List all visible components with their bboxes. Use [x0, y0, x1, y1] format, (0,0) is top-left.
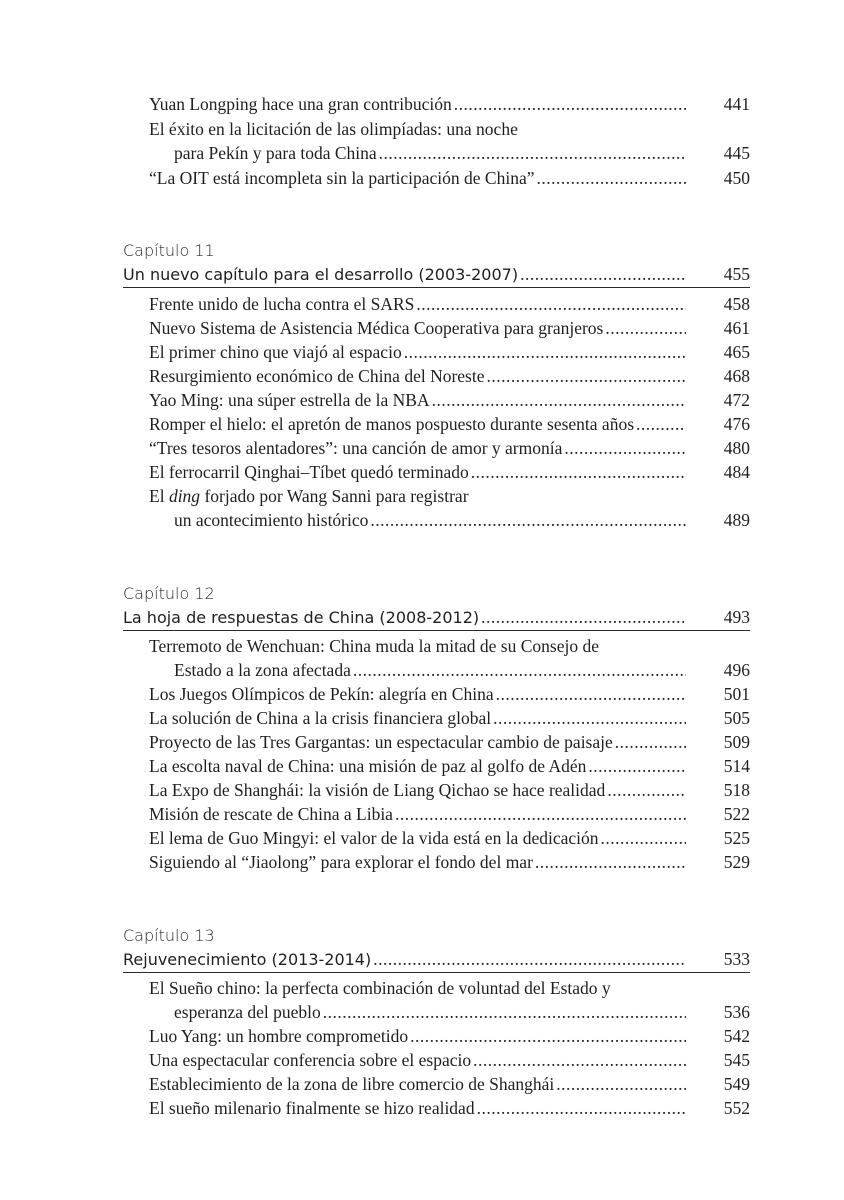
leader-dots: [471, 460, 686, 484]
entry-page-number: 476: [723, 414, 750, 434]
toc-entry: [149, 1096, 750, 1120]
leader-dots: [481, 605, 686, 629]
toc-entry: [149, 754, 750, 778]
entry-title: “La OIT está incompleta sin la participación de China”: [149, 168, 535, 188]
entry-title-line2: esperanza del pueblo: [174, 1002, 321, 1022]
entry-page-number: 480: [723, 438, 750, 458]
chapter-rule: [123, 287, 750, 288]
toc-entry: [149, 1024, 750, 1048]
entry-page-number: 472: [723, 390, 750, 410]
entry-title: El lema de Guo Mingyi: el valor de la vida está en la dedicación: [149, 828, 599, 848]
leader-dots: [454, 92, 686, 116]
chapter-page-number: 493: [723, 607, 750, 627]
entry-title-line2: para Pekín y para toda China: [174, 143, 377, 163]
toc-entry: [149, 412, 750, 436]
entry-page-number: 505: [723, 708, 750, 728]
chapter-label: Capítulo 13: [123, 926, 215, 945]
entry-title-line2: Estado a la zona afectada: [174, 660, 351, 680]
entry-page-number: 514: [723, 756, 750, 776]
chapter-rule: [123, 972, 750, 973]
leader-dots: [353, 658, 686, 682]
entry-page-number: 549: [723, 1074, 750, 1094]
entry-title: Luo Yang: un hombre comprometido: [149, 1026, 409, 1046]
leader-dots: [615, 730, 686, 754]
entry-page-number: 465: [723, 342, 750, 362]
entry-title-line2: un acontecimiento histórico: [174, 510, 369, 530]
chapter-page-number: 533: [723, 949, 750, 969]
toc-entry: [149, 682, 750, 706]
leader-dots: [605, 316, 686, 340]
leader-dots: [537, 166, 686, 190]
leader-dots: [432, 388, 686, 412]
entry-title-line1: Terremoto de Wenchuan: China muda la mitad de su Consejo de: [149, 636, 599, 656]
chapter-label: Capítulo 11: [123, 241, 215, 260]
toc-entry: [149, 778, 750, 802]
entry-page-number: 468: [723, 366, 750, 386]
entry-page-number: 489: [723, 510, 750, 530]
entry-page-number: 450: [723, 168, 750, 188]
leader-dots: [404, 340, 686, 364]
leader-dots: [370, 508, 686, 532]
toc-entry: [149, 316, 750, 340]
chapter-title-row: [123, 947, 750, 972]
entry-title: La escolta naval de China: una misión de paz al golfo de Adén: [149, 756, 587, 776]
toc-entry: [149, 340, 750, 364]
entry-title: El sueño milenario finalmente se hizo realidad: [149, 1098, 475, 1118]
entry-page-number: 529: [723, 852, 750, 872]
toc-entry: [149, 634, 750, 682]
toc-entry: [149, 364, 750, 388]
entry-title: Nuevo Sistema de Asistencia Médica Cooperativa para granjeros: [149, 318, 604, 338]
entry-page-number: 458: [723, 294, 750, 314]
toc-entry: [149, 166, 750, 190]
entry-title: Siguiendo al “Jiaolong” para explorar el fondo del mar: [149, 852, 533, 872]
entry-title: “Tres tesoros alentadores”: una canción de amor y armonía: [149, 438, 563, 458]
entry-title-part: forjado por Wang Sanni para registrar: [200, 486, 469, 506]
leader-dots: [588, 754, 686, 778]
entry-title: La solución de China a la crisis financiera global: [149, 708, 492, 728]
chapter-title-row: [123, 605, 750, 630]
entry-title: Frente unido de lucha contra el SARS: [149, 294, 415, 314]
leader-dots: [379, 141, 686, 165]
leader-dots: [373, 947, 686, 971]
leader-dots: [473, 1048, 686, 1072]
entry-title: Yuan Longping hace una gran contribución: [149, 94, 452, 114]
toc-entry: [149, 730, 750, 754]
entry-title: El primer chino que viajó al espacio: [149, 342, 402, 362]
entry-page-number: 501: [723, 684, 750, 704]
entry-title: Resurgimiento económico de China del Noreste: [149, 366, 485, 386]
leader-dots: [496, 682, 686, 706]
entry-title-line1: [149, 484, 750, 508]
toc-entry: [149, 1072, 750, 1096]
chapter-title: Rejuvenecimiento (2013-2014): [123, 950, 372, 969]
leader-dots: [556, 1072, 686, 1096]
entry-page-number: 552: [723, 1098, 750, 1118]
entry-title: Misión de rescate de China a Libia: [149, 804, 393, 824]
leader-dots: [607, 778, 686, 802]
toc-entry: [149, 826, 750, 850]
entry-title: La Expo de Shanghái: la visión de Liang Qichao se hace realidad: [149, 780, 606, 800]
entry-page-number: 536: [723, 1002, 750, 1022]
entry-page-number: 525: [723, 828, 750, 848]
entry-title: Una espectacular conferencia sobre el espacio: [149, 1050, 472, 1070]
toc-entry: [149, 1048, 750, 1072]
chapter-title-row: [123, 262, 750, 287]
entry-title: Los Juegos Olímpicos de Pekín: alegría en China: [149, 684, 494, 704]
entry-page-number: 461: [723, 318, 750, 338]
entry-title-line1: El Sueño chino: la perfecta combinación de voluntad del Estado y: [149, 978, 611, 998]
toc-entry: [149, 484, 750, 532]
toc-entry: [149, 436, 750, 460]
entry-title: Romper el hielo: el apretón de manos pospuesto durante sesenta años: [149, 414, 635, 434]
toc-entry: [149, 460, 750, 484]
toc-entry: [149, 802, 750, 826]
entry-page-number: 441: [723, 94, 750, 114]
leader-dots: [493, 706, 686, 730]
chapter-title: La hoja de respuestas de China (2008-2012): [123, 608, 480, 627]
entry-title-line1: El éxito en la licitación de las olimpíadas: una noche: [149, 119, 518, 139]
entry-page-number: 484: [723, 462, 750, 482]
toc-entry: [149, 850, 750, 874]
entry-page-number: 445: [723, 143, 750, 163]
leader-dots: [636, 412, 686, 436]
entry-page-number: 545: [723, 1050, 750, 1070]
chapter-page-number: 455: [723, 264, 750, 284]
chapter-label: Capítulo 12: [123, 584, 215, 603]
entry-page-number: 496: [723, 660, 750, 680]
toc-entry: [149, 706, 750, 730]
toc-entry: [149, 292, 750, 316]
chapter-rule: [123, 630, 750, 631]
entry-page-number: 522: [723, 804, 750, 824]
leader-dots: [410, 1024, 686, 1048]
entry-title-italic: ding: [168, 486, 201, 506]
entry-title: Yao Ming: una súper estrella de la NBA: [149, 390, 430, 410]
toc-entry: [149, 117, 750, 165]
entry-title-part: El: [149, 486, 169, 506]
entry-title: Proyecto de las Tres Gargantas: un espectacular cambio de paisaje: [149, 732, 613, 752]
entry-page-number: 542: [723, 1026, 750, 1046]
entry-title: El ferrocarril Qinghai–Tíbet quedó terminado: [149, 462, 469, 482]
leader-dots: [564, 436, 686, 460]
chapter-title: Un nuevo capítulo para el desarrollo (2003-2007): [123, 265, 519, 284]
leader-dots: [535, 850, 686, 874]
toc-entry: [149, 388, 750, 412]
leader-dots: [416, 292, 686, 316]
toc-entry: [149, 92, 750, 116]
toc-entry: [149, 976, 750, 1024]
leader-dots: [487, 364, 687, 388]
leader-dots: [601, 826, 687, 850]
leader-dots: [520, 262, 686, 286]
entry-page-number: 509: [723, 732, 750, 752]
leader-dots: [395, 802, 686, 826]
leader-dots: [323, 1000, 686, 1024]
leader-dots: [477, 1096, 686, 1120]
entry-title: Establecimiento de la zona de libre comercio de Shanghái: [149, 1074, 555, 1094]
entry-page-number: 518: [723, 780, 750, 800]
